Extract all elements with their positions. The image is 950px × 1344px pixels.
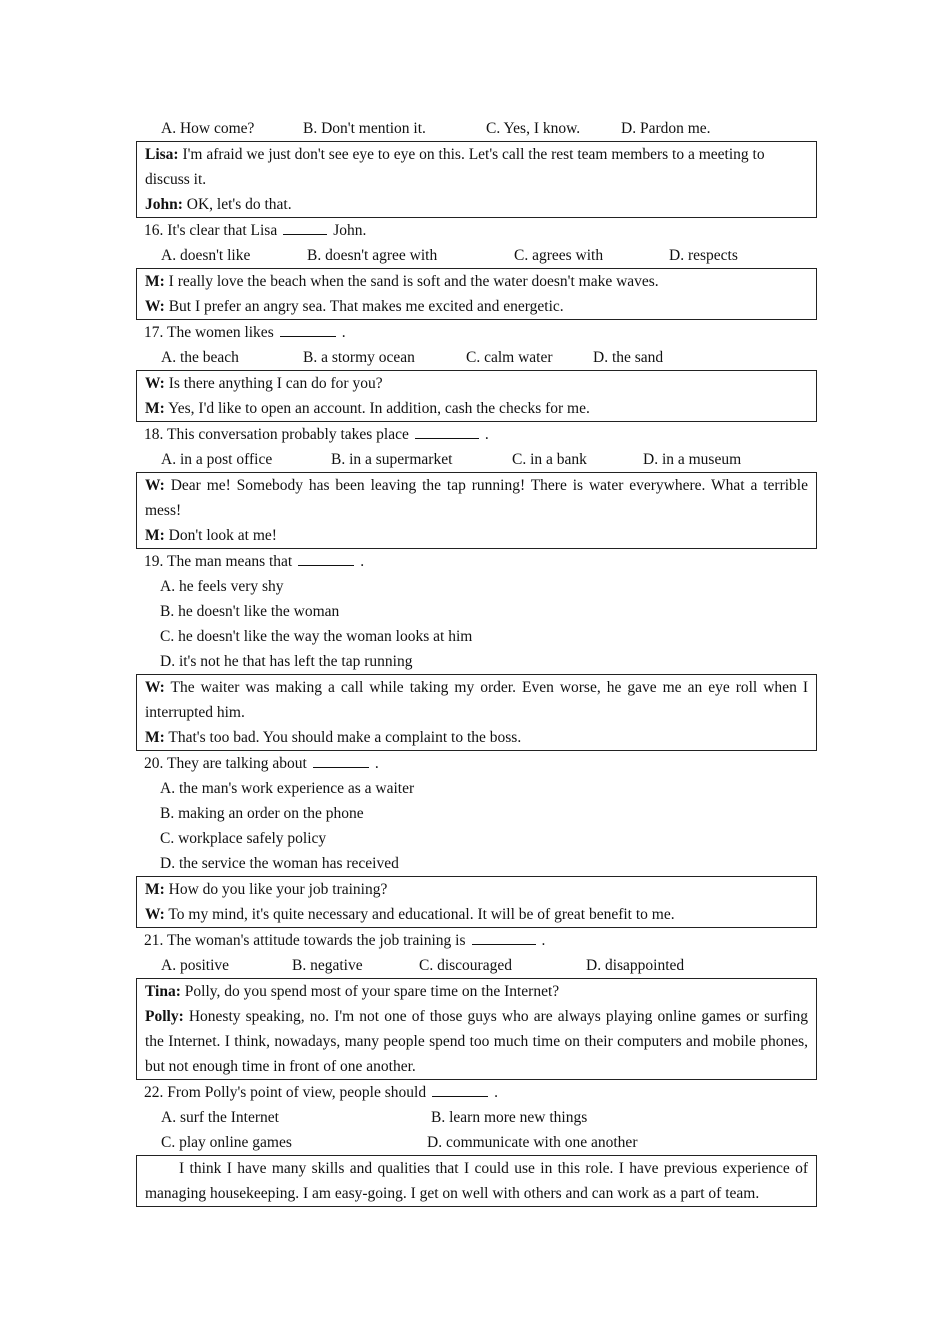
- question-stem: 21. The woman's attitude towards the job training is: [144, 932, 466, 949]
- utterance: Polly, do you spend most of your spare time on the Internet?: [184, 983, 560, 1000]
- speaker: W:: [145, 906, 165, 923]
- question-stem-end: .: [484, 426, 489, 443]
- utterance: OK, let's do that.: [186, 196, 292, 213]
- question-stem-end: .: [541, 932, 546, 949]
- q19-option-d: D. it's not he that has left the tap running: [160, 653, 413, 670]
- q16-option-c: C. agrees with: [514, 247, 604, 264]
- q16-option-d: D. respects: [669, 247, 738, 264]
- dialogue-line: [145, 675, 808, 725]
- q20-option-b: B. making an order on the phone: [160, 805, 364, 822]
- dialogue-16: [136, 141, 817, 218]
- question-stem-end: .: [374, 755, 379, 772]
- q17-option-d: D. the sand: [593, 349, 664, 366]
- q15-option-c: C. Yes, I know.: [486, 120, 581, 137]
- answer-blank: [472, 928, 536, 945]
- dialogue-line: [145, 294, 808, 319]
- q22-option-c: C. play online games: [161, 1134, 292, 1151]
- answer-blank: [313, 751, 369, 768]
- speaker: W:: [145, 375, 165, 392]
- dialogue-line: [145, 371, 808, 396]
- utterance: How do you like your job training?: [168, 881, 388, 898]
- utterance: Is there anything I can do for you?: [168, 375, 383, 392]
- q15-option-d: D. Pardon me.: [621, 120, 711, 137]
- q21-options: [136, 953, 817, 978]
- q15-option-b: B. Don't mention it.: [303, 120, 426, 137]
- dialogue-line: [145, 142, 808, 192]
- speaker: W:: [145, 679, 165, 696]
- q18-options: [136, 447, 817, 472]
- answer-blank: [298, 549, 354, 566]
- dialogue-line: [145, 523, 808, 548]
- question-stem: 17. The women likes: [144, 324, 274, 341]
- utterance: Dear me! Somebody has been leaving the tap running! There is water everywhere. What a terrible mess!: [145, 477, 808, 519]
- passage-text: I think I have many skills and qualities that I could use in this role. I have previous experience of managing housekeeping. I am easy-going. I get on well with others and can work as a part of team.: [145, 1160, 808, 1202]
- q20-option-c: C. workplace safely policy: [160, 830, 327, 847]
- q21-option-d: D. disappointed: [586, 957, 685, 974]
- speaker: Lisa:: [145, 146, 179, 163]
- question-stem: 19. The man means that: [144, 553, 293, 570]
- q15-option-a: A. How come?: [161, 120, 255, 137]
- question-stem: 22. From Polly's point of view, people should: [144, 1084, 427, 1101]
- q22-option-d: D. communicate with one another: [427, 1134, 638, 1151]
- q21-option-a: A. positive: [161, 957, 230, 974]
- q20-option-d: D. the service the woman has received: [160, 855, 399, 872]
- q18-option-c: C. in a bank: [512, 451, 587, 468]
- utterance: Don't look at me!: [168, 527, 277, 544]
- dialogue-22: [136, 978, 817, 1080]
- speaker: M:: [145, 400, 165, 417]
- utterance: Yes, I'd like to open an account. In addition, cash the checks for me.: [168, 400, 590, 417]
- speaker: M:: [145, 527, 165, 544]
- q21-option-b: B. negative: [292, 957, 363, 974]
- q18-option-a: A. in a post office: [161, 451, 273, 468]
- utterance: But I prefer an angry sea. That makes me excited and energetic.: [168, 298, 564, 315]
- answer-blank: [432, 1080, 488, 1097]
- question-17: [136, 320, 817, 345]
- dialogue-line: [145, 1004, 808, 1079]
- speaker: Tina:: [145, 983, 181, 1000]
- dialogue-line: [145, 725, 808, 750]
- q16-option-a: A. doesn't like: [161, 247, 251, 264]
- dialogue-21: [136, 876, 817, 928]
- question-stem-end: .: [360, 553, 365, 570]
- dialogue-17: [136, 268, 817, 320]
- q17-option-b: B. a stormy ocean: [303, 349, 415, 366]
- q15-options: [136, 116, 817, 141]
- q18-option-d: D. in a museum: [643, 451, 742, 468]
- speaker: M:: [145, 729, 165, 746]
- dialogue-line: [145, 877, 808, 902]
- q16-options: [136, 243, 817, 268]
- question-stem: 18. This conversation probably takes place: [144, 426, 409, 443]
- utterance: I really love the beach when the sand is soft and the water doesn't make waves.: [168, 273, 659, 290]
- question-19: [136, 549, 817, 574]
- question-stem-end: .: [341, 324, 346, 341]
- dialogue-line: [145, 396, 808, 421]
- q17-option-c: C. calm water: [466, 349, 553, 366]
- question-16: [136, 218, 817, 243]
- question-stem-end: John.: [333, 222, 367, 239]
- q21-option-c: C. discouraged: [419, 957, 512, 974]
- question-stem-end: .: [494, 1084, 498, 1101]
- dialogue-18: [136, 370, 817, 422]
- dialogue-19: [136, 472, 817, 549]
- answer-blank: [280, 320, 336, 337]
- q22-options-row1: [136, 1105, 817, 1130]
- worksheet: [136, 116, 817, 1207]
- q19-option-c: C. he doesn't like the way the woman looks at him: [160, 628, 473, 645]
- utterance: Honesty speaking, no. I'm not one of those guys who are always playing online games or surfing the Internet. I think, nowadays, many people spend too much time on their computers and mobile phones, but not enough time in front of one another.: [145, 1008, 808, 1075]
- dialogue-line: [145, 269, 808, 294]
- question-20: [136, 751, 817, 776]
- speaker: M:: [145, 881, 165, 898]
- dialogue-line: [145, 473, 808, 523]
- question-stem: 20. They are talking about: [144, 755, 307, 772]
- utterance: I'm afraid we just don't see eye to eye on this. Let's call the rest team members to a meeting to discuss it.: [145, 146, 765, 188]
- dialogue-line: [145, 192, 808, 217]
- question-22: [136, 1080, 817, 1105]
- speaker: John:: [145, 196, 183, 213]
- answer-blank: [415, 422, 479, 439]
- q16-option-b: B. doesn't agree with: [307, 247, 438, 264]
- q20-option-a: A. the man's work experience as a waiter: [160, 780, 415, 797]
- utterance: To my mind, it's quite necessary and educational. It will be of great benefit to me.: [168, 906, 675, 923]
- q17-options: [136, 345, 817, 370]
- speaker: M:: [145, 273, 165, 290]
- speaker: W:: [145, 298, 165, 315]
- question-18: [136, 422, 817, 447]
- passage-box: [136, 1155, 817, 1207]
- q18-option-b: B. in a supermarket: [331, 451, 453, 468]
- q22-option-b: B. learn more new things: [431, 1109, 588, 1126]
- q22-options-row2: [136, 1130, 817, 1155]
- dialogue-20: [136, 674, 817, 751]
- dialogue-line: [145, 979, 808, 1004]
- question-21: [136, 928, 817, 953]
- dialogue-line: [145, 902, 808, 927]
- speaker: Polly:: [145, 1008, 184, 1025]
- speaker: W:: [145, 477, 165, 494]
- question-stem: 16. It's clear that Lisa: [144, 222, 278, 239]
- utterance: The waiter was making a call while taking my order. Even worse, he gave me an eye roll when I interrupted him.: [145, 679, 808, 721]
- q17-option-a: A. the beach: [161, 349, 239, 366]
- q19-option-a: A. he feels very shy: [160, 578, 284, 595]
- utterance: That's too bad. You should make a complaint to the boss.: [168, 729, 522, 746]
- answer-blank: [283, 218, 327, 235]
- q19-option-b: B. he doesn't like the woman: [160, 603, 340, 620]
- q22-option-a: A. surf the Internet: [161, 1109, 279, 1126]
